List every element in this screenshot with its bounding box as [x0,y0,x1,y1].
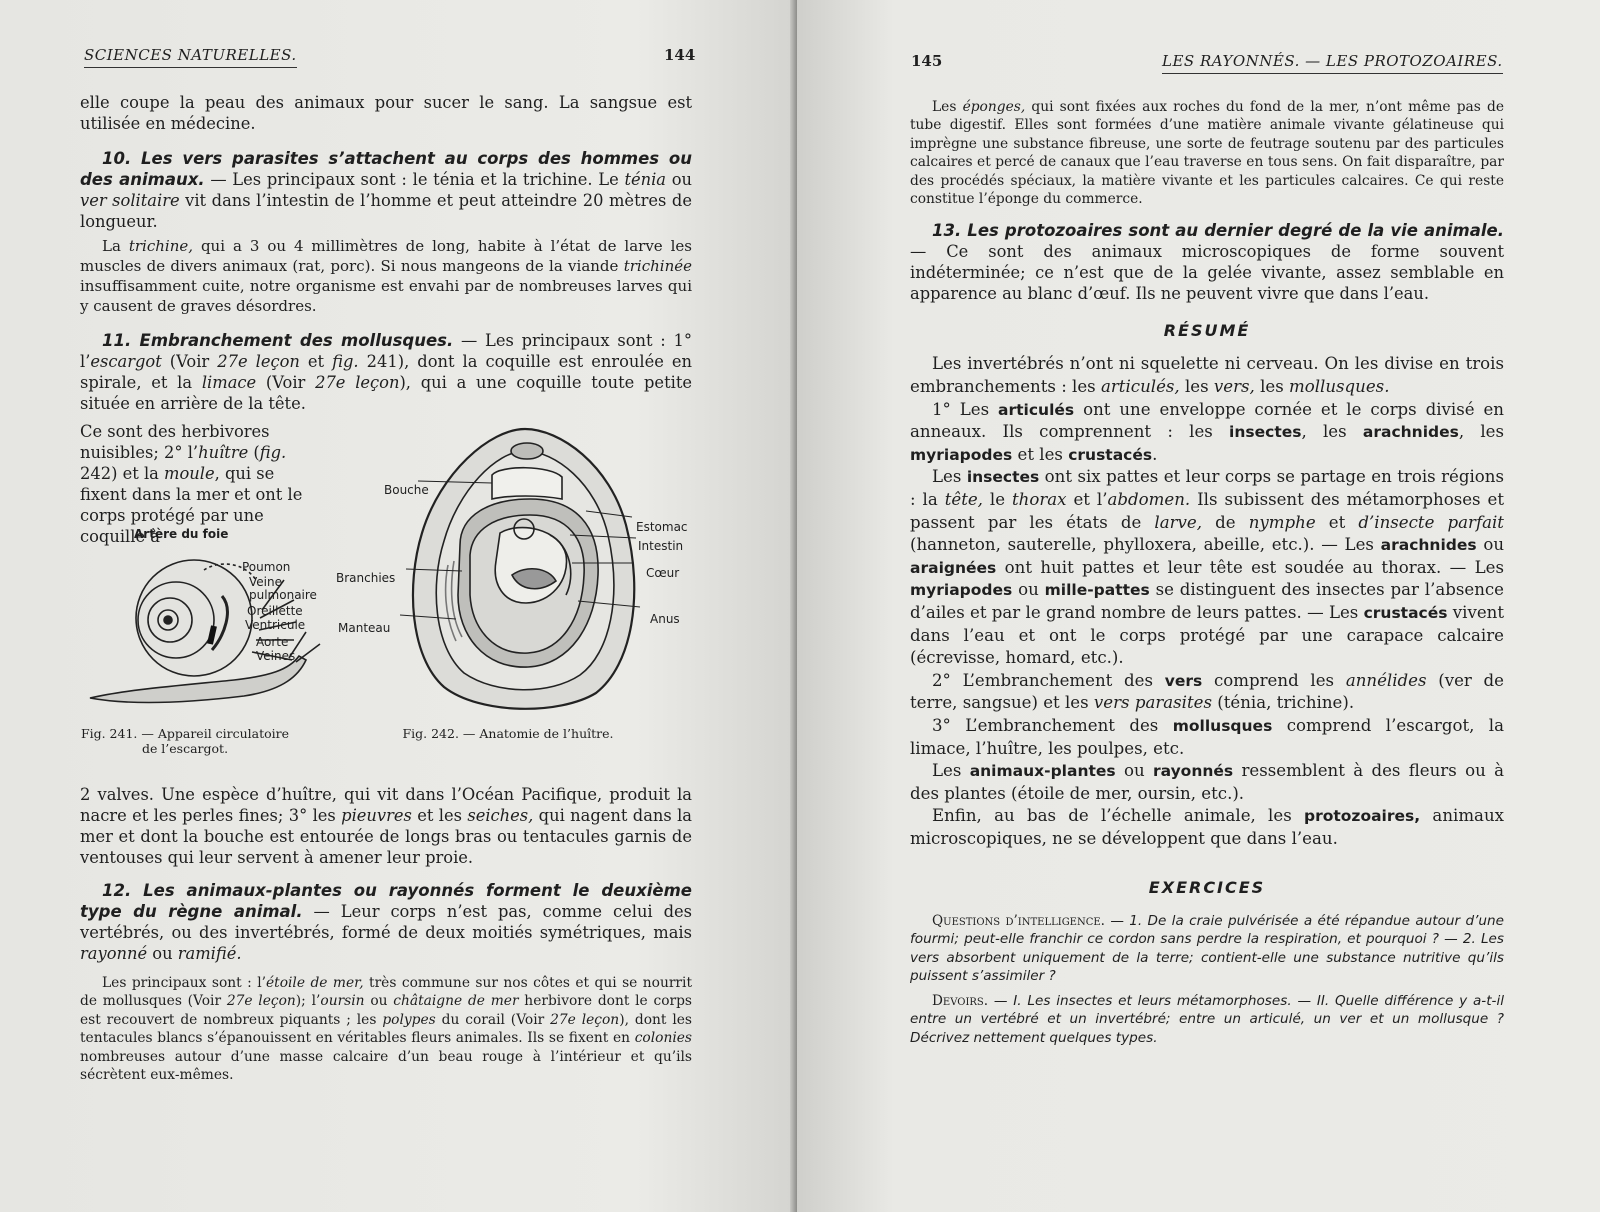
paragraph-herbivores: Ce sont des herbivores nuisibles; 2° l’huître (fig. 242) et la moule, qui se fixent dans la mer et ont le corps protégé par une coquille à [80,422,303,546]
resume-p2: 1° Les articulés ont une enveloppe cornée et le corps divisé en anneaux. Ils comprennent : les insectes, les arachnides, les myriapodes et les crustacés. [910,399,1504,464]
resume-title: RÉSUMÉ [1163,321,1251,341]
label-aorte: Aorte [256,635,289,649]
exercise-devoirs: Devoirs. — I. Les insectes et leurs métamorphoses. — II. Quelle différence y a-t-il entre un vertébré et un invertébré; entre un articulé, un ver et un mollusque ? Décrivez nettement quelques types. [910,992,1504,1046]
section-10: 10. Les vers parasites s’attachent au corps des hommes ou des animaux. — Les principaux sont : le ténia et la trichine. Le ténia ou ver solitaire vit dans l’intestin de l’homme et peut atteindre 20 mètres de longueur. [80,149,693,231]
resume-p5: 3° L’embranchement des mollusques comprend l’escargot, la limace, l’huître, les poulpes, etc. [910,715,1504,758]
resume-p3: Les insectes ont six pattes et leur corps se partage en trois régions : la tête, le thorax et l’abdomen. Ils subissent des métamorphoses et passent par les états de larve, de nymphe et d’insecte parfait (hanneton, sauterelle, phylloxera, abeille, etc.). — Les arachnides ou araignées ont huit pattes et leur tête est soudée au thorax. — Les myriapodes ou mille-pattes se distinguent des insectes par l’absence d’ailes et par le grand nombre de leurs pattes. — Les crustacés vivent dans l’eau et ont le corps protégé par une carapace calcaire (écrevisse, homard, etc.). [910,467,1505,668]
paragraph-sangsue: elle coupe la peau des animaux pour sucer le sang. La sangsue est utilisée en médecine. [80,93,692,133]
resume-p6: Les animaux-plantes ou rayonnés ressemblent à des fleurs ou à des plantes (étoile de mer, oursin, etc.). [910,761,1504,803]
section-11-heading: 11. Embranchement des mollusques. [102,331,454,350]
section-11: 11. Embranchement des mollusques. — Les principaux sont : 1° l’escargot (Voir 27e leçon et fig. 241), dont la coquille est enroulée en spirale, et la limace (Voir 27e leçon), qui a une coquille toute petite située en arrière de la tête. [80,331,693,413]
resume-p4: 2° L’embranchement des vers comprend les annélides (ver de terre, sangsue) et les vers parasites (ténia, trichine). [910,670,1505,713]
left-page-number: 144 [664,46,696,64]
left-running-head: SCIENCES NATURELLES. [84,46,297,68]
resume-p1: Les invertébrés n’ont ni squelette ni cerveau. On les divise en trois embranchements : les articulés, les vers, les mollusques. [910,354,1504,397]
exercices-title: EXERCICES [1148,877,1266,897]
exercise-questions: Questions d’intelligence. — 1. De la craie pulvérisée a été répandue autour d’une fourmi; peut-elle franchir ce cordon sans perdre la respiration, et pourquoi ? — 2. Les vers absorbent uniquement de la terre; contient-elle une substance nutritive qu’ils puissent s’assimiler ? [910,912,1504,984]
right-page [797,0,1600,1212]
devoirs-label: Devoirs. [932,992,989,1009]
section-13-heading: 13. Les protozoaires sont au dernier degré de la vie animale. [932,221,1504,241]
fig-241-caption: Fig. 241. — Appareil circulatoire de l’escargot. [80,726,290,756]
right-column [910,98,1504,1047]
label-veine-pulmonaire: Veine pulmonaire [249,575,317,602]
paragraph-trichine: La trichine, qui a 3 ou 4 millimètres de long, habite à l’état de larve les muscles de divers animaux (rat, porc). Si nous mangeons de la viande trichinée insuffisamment cuite, notre organisme est envahi par de nombreuses larves qui y causent de graves désordres. [80,237,692,315]
label-anus: Anus [650,612,680,626]
questions-label: Questions d’intelligence. [932,912,1106,929]
right-page-number: 145 [911,52,943,70]
section-10-heading: 10. Les vers parasites s’attachent au corps des hommes ou des animaux. [80,149,692,189]
label-poumon: Poumon [242,560,291,574]
paragraph-eponges: Les éponges, qui sont fixées aux roches du fond de la mer, n’ont même pas de tube digestif. Elles sont formées d’une matière animale vivante gélatineuse qui imprègne une substance fibreuse, une sorte de feutrage soutenu par des particules calcaires et percé de canaux que l’eau traverse en tous sens. On fait disparaître, par des procédés spéciaux, la matière vivante et les particules calcaires. Ce qui reste constitue l’éponge du commerce. [910,99,1505,208]
resume-p7: Enfin, au bas de l’échelle animale, les protozoaires, animaux microscopiques, ne se développent que dans l’eau. [910,806,1504,848]
label-artere-du-foie: Artère du foie [134,527,229,541]
paragraph-valves: 2 valves. Une espèce d’huître, qui vit dans l’Océan Pacifique, produit la nacre et les perles fines; 3° les pieuvres et les seiches, qui nagent dans la mer et dont la bouche est entourée de longs bras ou tentacules garnis de ventouses qui leur servent à amener leur proie. [80,785,693,867]
label-intestin: Intestin [638,539,684,553]
label-estomac: Estomac [636,520,688,534]
paragraph-principaux-rayonnes: Les principaux sont : l’étoile de mer, très commune sur nos côtes et qui se nourrit de mollusques (Voir 27e leçon); l’oursin ou châtaigne de mer herbivore dont le corps est recouvert de nombreux piquants ; les polypes du corail (Voir 27e leçon), dont les tentacules blancs s’épanouissent en véritables fleurs animales. Ils se fixent en colonies nombreuses autour d’une masse calcaire d’un beau rouge à l’intérieur et qu’ils sécrètent eux-mêmes. [80,975,693,1084]
label-oreillette: Oreillette [247,604,303,618]
label-manteau: Manteau [338,621,391,635]
resume-body [910,353,1504,850]
left-top-column [80,92,692,414]
left-page [0,0,797,1212]
label-bouche: Bouche [384,483,429,497]
section-12: 12. Les animaux-plantes ou rayonnés forment le deuxième type du règne animal. — Leur corps n’est pas, comme celui des vertébrés, ou des invertébrés, formé de deux moitiés symétriques, mais rayonné ou ramifié. [80,881,692,963]
label-veines: Veines [256,649,296,663]
label-coeur: Cœur [646,566,680,580]
right-running-head: LES RAYONNÉS. — LES PROTOZOAIRES. [1162,52,1503,74]
fig-242-caption: Fig. 242. — Anatomie de l’huître. [402,726,614,741]
section-13: 13. Les protozoaires sont au dernier degré de la vie animale. — Ce sont des animaux microscopiques de forme souvent indéterminée; ce n’est que de la gelée vivante, assez semblable en apparence au blanc d’œuf. Ils ne peuvent vivre que dans l’eau. [910,221,1504,304]
section-12-heading: 12. Les animaux-plantes ou rayonnés forment le deuxième type du règne animal. [80,881,692,921]
label-ventricule: Ventricule [245,618,306,632]
left-bottom-column [80,784,692,1084]
fig-242-oyster-illustration [400,425,650,710]
label-branchies: Branchies [336,571,396,585]
